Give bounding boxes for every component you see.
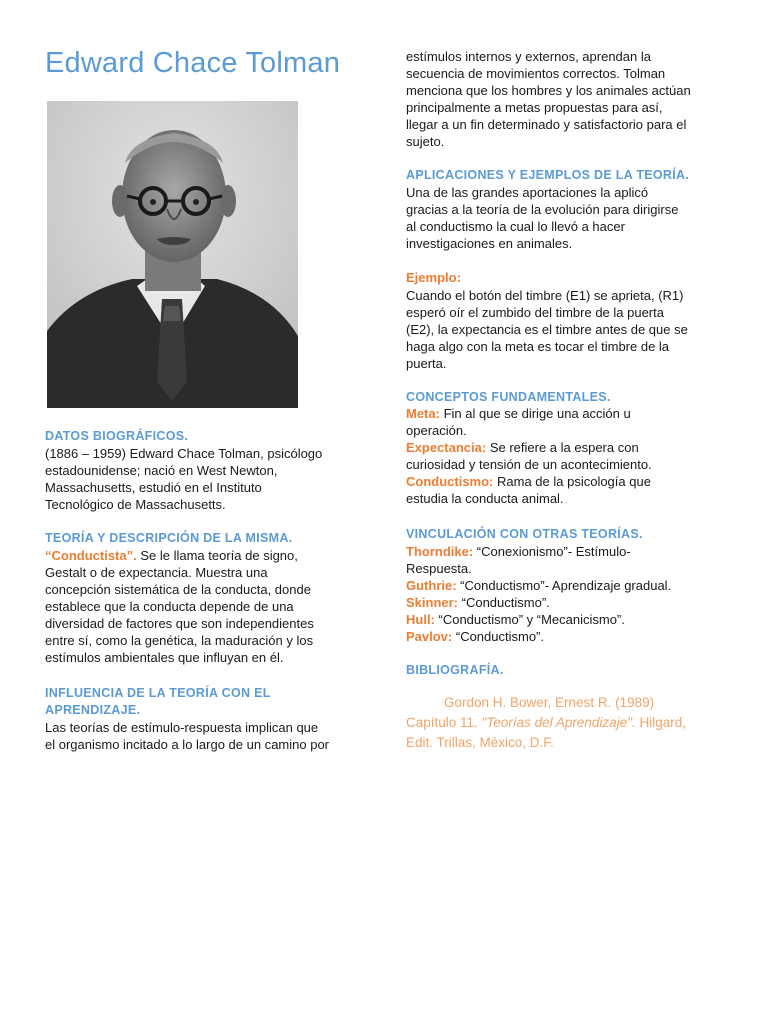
theory-line: diversidad de factores que son independientes bbox=[45, 616, 314, 631]
concepts-heading: CONCEPTOS FUNDAMENTALES. bbox=[406, 390, 611, 404]
links-list bbox=[406, 543, 736, 645]
concept-item bbox=[406, 473, 736, 490]
concept-item bbox=[406, 405, 736, 422]
continuation-line: principalmente a metas propuestas para así, bbox=[406, 100, 663, 115]
bio-body bbox=[45, 445, 375, 513]
theory-heading: TEORÍA Y DESCRIPCIÓN DE LA MISMA. bbox=[45, 531, 293, 545]
bibliography-book-title: "Teorías del Aprendizaje". bbox=[481, 715, 636, 730]
link-item bbox=[406, 628, 736, 645]
applications-line: gracias a la teoría de la evolución para dirigirse bbox=[406, 202, 679, 217]
continuation-line: estímulos internos y externos, aprendan la bbox=[406, 49, 651, 64]
theory-line: establece que la conducta depende de una bbox=[45, 599, 294, 614]
concept-def: Fin al que se dirige una acción u bbox=[439, 406, 631, 421]
example-line: esperó oír el zumbido del timbre de la puerta bbox=[406, 305, 664, 320]
example-line: puerta. bbox=[406, 356, 447, 371]
theory-line: Gestalt o de expectancia. Muestra una bbox=[45, 565, 268, 580]
link-term: Thorndike: bbox=[406, 544, 474, 559]
bibliography-line: Edit. Trillas, México, D.F. bbox=[406, 735, 554, 750]
bio-line: estadounidense; nació en West Newton, bbox=[45, 463, 278, 478]
theory-line: entre sí, como la genética, la maduración y los bbox=[45, 633, 314, 648]
concept-item-cont: estudia la conducta animal. bbox=[406, 491, 564, 506]
concept-term: Conductismo: bbox=[406, 474, 494, 489]
theory-line: estímulos ambientales que influyan en él. bbox=[45, 650, 284, 665]
influence-heading-line: INFLUENCIA DE LA TEORÍA CON EL bbox=[45, 686, 271, 700]
example-line: haga algo con la meta es tocar el timbre de la bbox=[406, 339, 670, 354]
influence-heading-line: APRENDIZAJE. bbox=[45, 703, 141, 717]
link-term: Pavlov: bbox=[406, 629, 453, 644]
applications-line: investigaciones en animales. bbox=[406, 236, 573, 251]
link-item bbox=[406, 543, 736, 560]
example-line: (E2), la expectancia es el timbre antes de que se bbox=[406, 322, 688, 337]
link-def: “Conductismo”. bbox=[458, 595, 550, 610]
continuation-line: sujeto. bbox=[406, 134, 445, 149]
link-def: “Conexionismo”- Estímulo- bbox=[473, 544, 631, 559]
concept-item bbox=[406, 439, 736, 456]
concept-item-cont: curiosidad y tensión de un acontecimiento. bbox=[406, 457, 652, 472]
applications-body bbox=[406, 184, 736, 252]
applications-line: Una de las grandes aportaciones la aplicó bbox=[406, 185, 649, 200]
link-item-cont: Respuesta. bbox=[406, 561, 472, 576]
link-term: Skinner: bbox=[406, 595, 459, 610]
continuation-text bbox=[406, 48, 736, 150]
continuation-line: secuencia de movimientos correctos. Tolman bbox=[406, 66, 666, 81]
link-term: Guthrie: bbox=[406, 578, 457, 593]
link-term: Hull: bbox=[406, 612, 435, 627]
influence-heading bbox=[45, 685, 271, 719]
bio-heading: DATOS BIOGRÁFICOS. bbox=[45, 429, 189, 443]
theory-line-rest: Se le llama teoría de signo, bbox=[136, 548, 298, 563]
example-line: Cuando el botón del timbre (E1) se aprieta, (R1) bbox=[406, 288, 684, 303]
continuation-line: menciona que los hombres y los animales actúan bbox=[406, 83, 691, 98]
bibliography-chapter: Capítulo 11. bbox=[406, 715, 482, 730]
bibliography-author: Hilgard, bbox=[635, 715, 687, 730]
continuation-line: llegar a un fin determinado y satisfactorio para el bbox=[406, 117, 687, 132]
link-item bbox=[406, 577, 736, 594]
links-heading: VINCULACIÓN CON OTRAS TEORÍAS. bbox=[406, 527, 643, 541]
example-body bbox=[406, 287, 736, 372]
applications-line: al conductismo la cual lo llevó a hacer bbox=[406, 219, 625, 234]
link-def: “Conductismo”. bbox=[452, 629, 544, 644]
bibliography-entry bbox=[406, 693, 736, 753]
concepts-list bbox=[406, 405, 736, 507]
concept-def: Rama de la psicología que bbox=[493, 474, 651, 489]
portrait-photo bbox=[47, 101, 298, 408]
link-item bbox=[406, 611, 736, 628]
concept-item-cont: operación. bbox=[406, 423, 467, 438]
applications-heading: APLICACIONES Y EJEMPLOS DE LA TEORÍA. bbox=[406, 168, 690, 182]
bibliography-line: Gordon H. Bower, Ernest R. (1989) bbox=[444, 695, 655, 710]
concept-term: Meta: bbox=[406, 406, 440, 421]
theory-line: concepción sistemática de la conducta, donde bbox=[45, 582, 311, 597]
link-def: “Conductismo”- Aprendizaje gradual. bbox=[456, 578, 672, 593]
conductista-keyword: “Conductista”. bbox=[45, 548, 137, 563]
link-def: “Conductismo” y “Mecanicismo”. bbox=[434, 612, 625, 627]
influence-line: Las teorías de estímulo-respuesta implican que bbox=[45, 720, 319, 735]
influence-line: el organismo incitado a lo largo de un camino por bbox=[45, 737, 330, 752]
influence-body bbox=[45, 719, 375, 753]
theory-line bbox=[45, 547, 375, 564]
bio-line: Massachusetts, estudió en el Instituto bbox=[45, 480, 262, 495]
concept-def: Se refiere a la espera con bbox=[486, 440, 639, 455]
example-label: Ejemplo: bbox=[406, 270, 461, 285]
bio-line: Tecnológico de Massachusetts. bbox=[45, 497, 226, 512]
concept-term: Expectancia: bbox=[406, 440, 487, 455]
bibliography-heading: BIBLIOGRAFÍA. bbox=[406, 663, 504, 677]
theory-body bbox=[45, 547, 375, 666]
link-item bbox=[406, 594, 736, 611]
page-title: Edward Chace Tolman bbox=[45, 47, 341, 79]
portrait-illustration bbox=[47, 101, 298, 408]
bio-line: (1886 – 1959) Edward Chace Tolman, psicólogo bbox=[45, 446, 323, 461]
bibliography-line bbox=[406, 713, 736, 733]
